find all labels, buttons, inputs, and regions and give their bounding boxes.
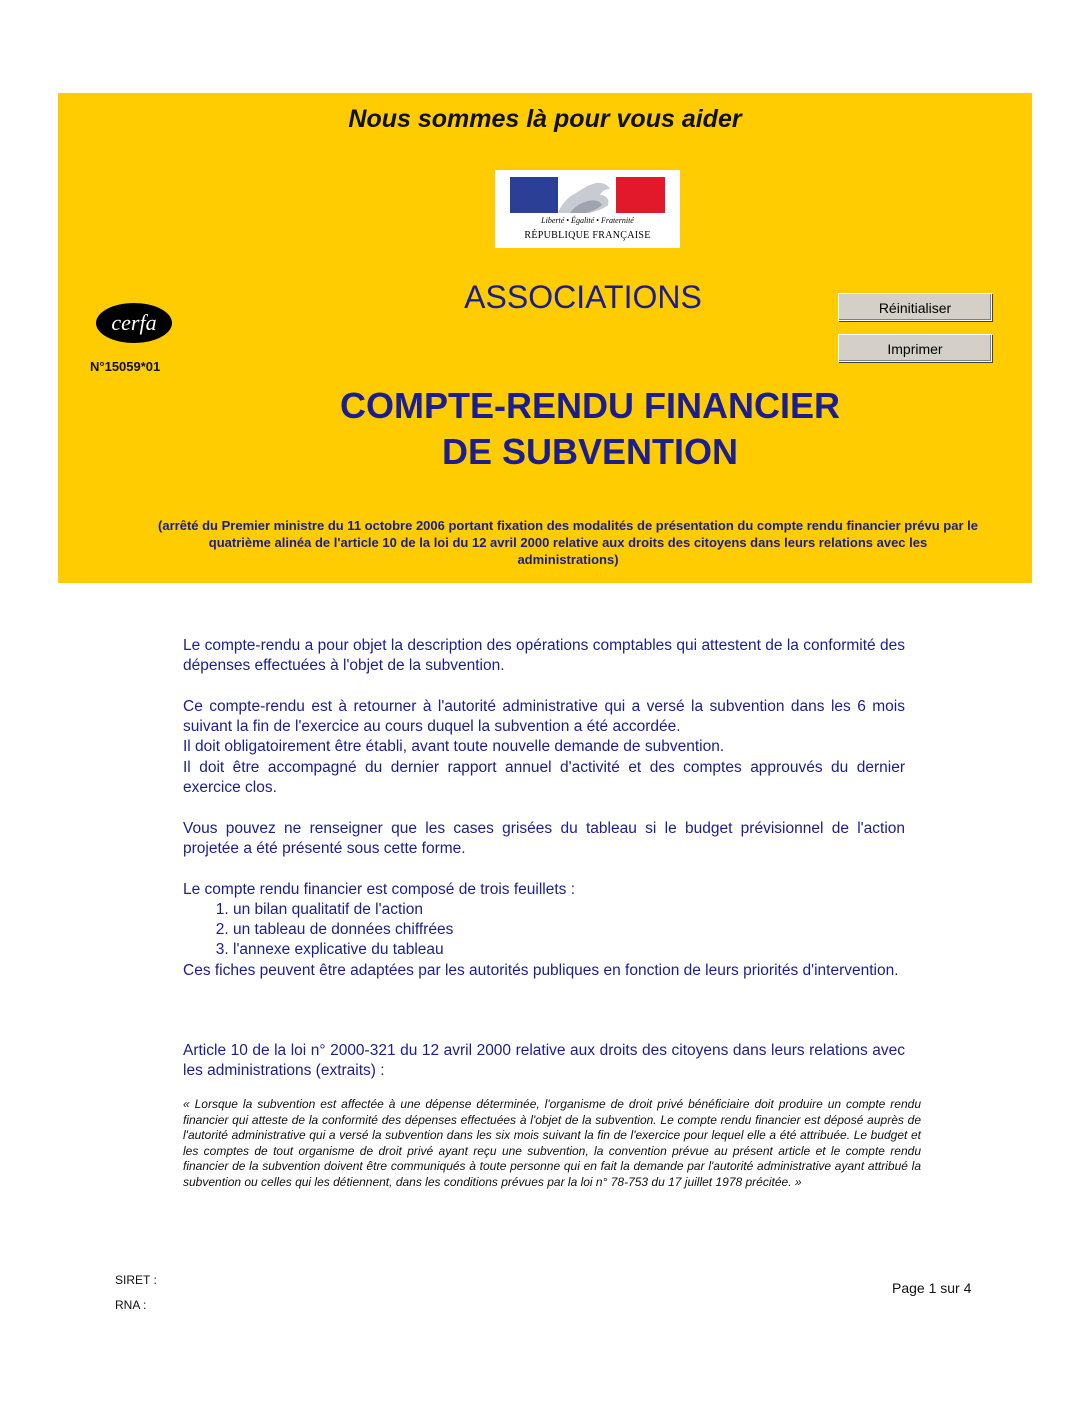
sheets-outro: Ces fiches peuvent être adaptées par les autorités publiques en fonction de leurs priorités d'intervention.	[183, 961, 899, 979]
siret-label: SIRET :	[115, 1273, 157, 1287]
legal-reference: (arrêté du Premier ministre du 11 octobre 2006 portant fixation des modalités de présentation du compte rendu financier prévu par le quatrième alinéa de l'article 10 de la loi du 12 avril 2000 relative aux droits des citoyens dans leurs relations avec les administrations)	[158, 518, 978, 567]
cerfa-number: N°15059*01	[90, 359, 161, 374]
page-title-line1: COMPTE-RENDU FINANCIER	[340, 385, 840, 426]
logo-name: RÉPUBLIQUE FRANÇAISE	[524, 230, 651, 241]
article-heading: Article 10 de la loi n° 2000-321 du 12 avril 2000 relative aux droits des citoyens dans leurs relations avec les administrations (extraits) :	[183, 1042, 905, 1080]
page-title-line2: DE SUBVENTION	[441, 431, 739, 472]
cerfa-logo-text: cerfa	[111, 310, 157, 335]
article-quote: « Lorsque la subvention est affectée à une dépense déterminée, l'organisme de droit privé bénéficiaire doit produire un compte rendu financier qui atteste de la conformité des dépenses effectuées à l'objet de la subvention. Le compte rendu financier est déposé auprès de l'autorité administrative qui a versé la subvention dans les six mois suivant la fin de l'exercice pour lequel elle a été attribuée. Le budget et les comptes de tout organisme de droit privé ayant reçu une subvention, la convention prévue au présent article et le compte rendu financier de la subvention doivent être communiqués à toute personne qui en fait la demande par l'autorité administrative ayant attribué la subvention ou celles qui les détiennent, dans les conditions prévues par la loi n° 78-753 du 17 juillet 1978 précitée. »	[183, 1097, 921, 1189]
header-banner	[58, 93, 1032, 583]
deadline-line3: Il doit être accompagné du dernier rapport annuel d'activité et des comptes approuvés du dernier exercice clos.	[183, 758, 905, 797]
category-title: ASSOCIATIONS	[464, 279, 702, 315]
print-button[interactable]: Imprimer	[838, 334, 992, 362]
republique-francaise-logo	[495, 170, 680, 248]
paragraph-grey-cells: Vous pouvez ne renseigner que les cases grisées du tableau si le budget prévisionnel de l'action projetée a été présenté sous cette forme.	[183, 819, 905, 857]
list-item: 3. l'annexe explicative du tableau	[233, 940, 905, 960]
page-title	[58, 383, 1088, 475]
deadline-line2: Il doit obligatoirement être établi, avant toute nouvelle demande de subvention.	[183, 738, 725, 756]
rna-label: RNA :	[115, 1298, 147, 1312]
logo-motto: Liberté • Égalité • Fraternité	[541, 216, 634, 225]
list-item: 1. un bilan qualitatif de l'action	[233, 900, 905, 920]
paragraph-deadline	[183, 697, 905, 798]
deadline-line1: Ce compte-rendu est à retourner à l'autorité administrative qui a versé la subvention dans les 6 mois suivant la fin de l'exercice au cours duquel la subvention a été accordée.	[183, 697, 905, 736]
reset-button[interactable]: Réinitialiser	[838, 293, 992, 321]
sheets-intro: Le compte rendu financier est composé de trois feuillets :	[183, 880, 576, 898]
page-number: Page 1 sur 4	[892, 1280, 972, 1296]
list-item: 2. un tableau de données chiffrées	[233, 920, 905, 940]
paragraph-purpose: Le compte-rendu a pour objet la description des opérations comptables qui attestent de la conformité des dépenses effectuées à l'objet de la subvention.	[183, 637, 905, 675]
sheets-list	[183, 900, 905, 961]
tagline: Nous sommes là pour vous aider	[348, 105, 742, 133]
instructions-text	[183, 636, 905, 981]
marianne-icon	[510, 177, 665, 215]
